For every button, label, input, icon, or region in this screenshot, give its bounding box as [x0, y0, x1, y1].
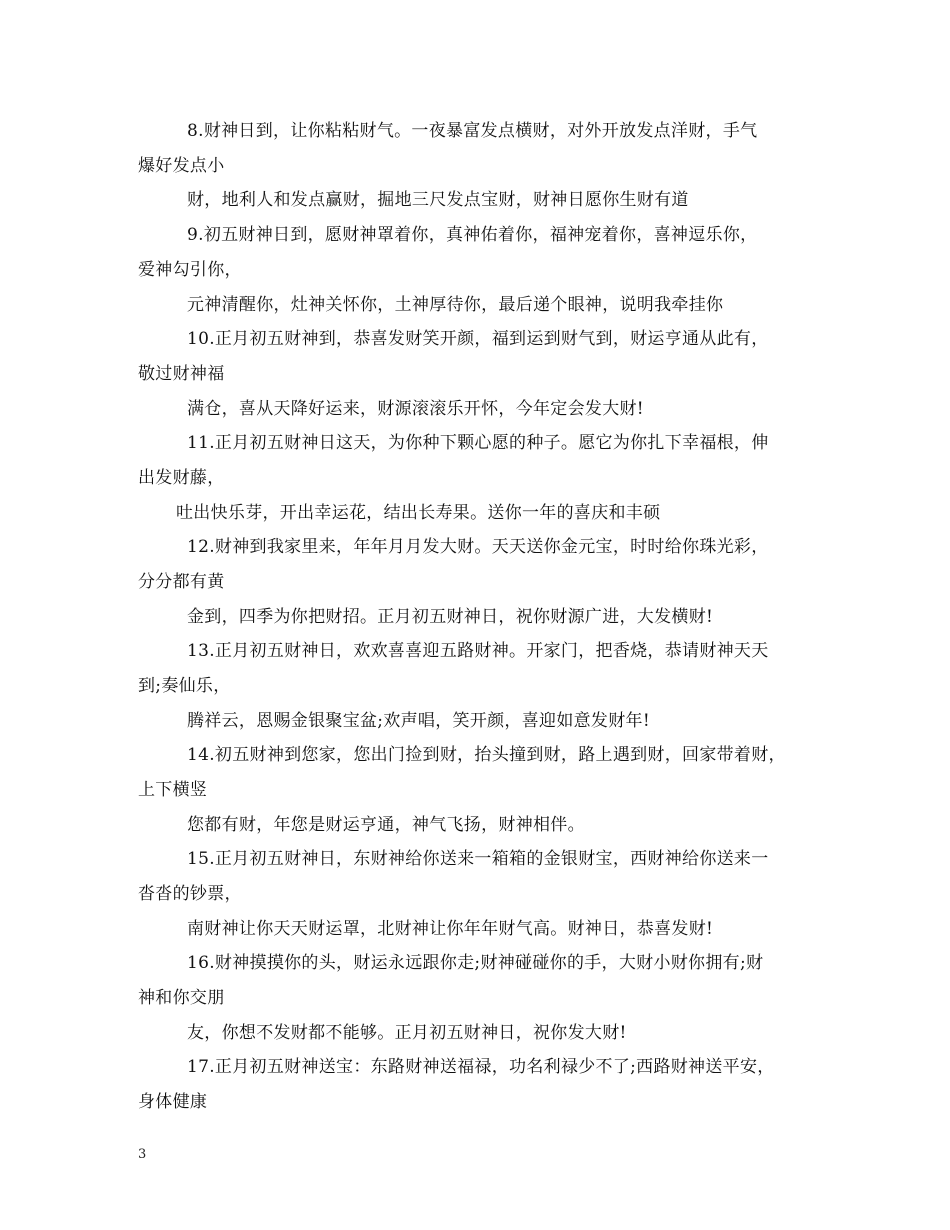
text-line: 16.财神摸摸你的头，财运永远跟你走;财神碰碰你的手，大财小财你拥有;财: [187, 953, 764, 973]
page-number: 3: [138, 1147, 147, 1162]
text-line: 友，你想不发财都不能够。正月初五财神日，祝你发大财!: [187, 1023, 627, 1043]
text-line: 元神清醒你，灶神关怀你，土神厚待你，最后递个眼神，说明我牵挂你: [187, 295, 724, 315]
text-line: 金到，四季为你把财招。正月初五财神日，祝你财源广进，大发横财!: [187, 607, 714, 627]
text-line: 14.初五财神到您家，您出门捡到财，抬头撞到财，路上遇到财，回家带着财，: [187, 745, 786, 765]
text-line: 您都有财，年您是财运亨通，神气飞扬，财神相伴。: [187, 815, 585, 835]
text-line: 15.正月初五财神日，东财神给你送来一箱箱的金银财宝，西财神给你送来一: [187, 849, 769, 869]
text-line: 到;奏仙乐，: [138, 676, 231, 696]
text-line: 满仓，喜从天降好运来，财源滚滚乐开怀，今年定会发大财!: [187, 399, 644, 419]
text-line: 上下横竖: [138, 780, 208, 800]
text-line: 10.正月初五财神到，恭喜发财笑开颜，福到运到财气到，财运亨通从此有，: [187, 329, 769, 349]
text-line: 敬过财神福: [138, 364, 225, 384]
text-line: 腾祥云，恩赐金银聚宝盆;欢声唱，笑开颜，喜迎如意发财年!: [187, 711, 650, 731]
text-line: 爱神勾引你，: [138, 260, 242, 280]
text-line: 分分都有黄: [138, 572, 225, 592]
text-line: 12.财神到我家里来，年年月月发大财。天天送你金元宝，时时给你珠光彩，: [187, 537, 769, 557]
text-line: 沓沓的钞票，: [138, 884, 242, 904]
text-line: 17.正月初五财神送宝：东路财神送福禄，功名利禄少不了;西路财神送平安，: [187, 1057, 775, 1077]
text-line: 8.财神日到，让你粘粘财气。一夜暴富发点横财，对外开放发点洋财，手气: [187, 121, 758, 141]
text-line: 财，地利人和发点赢财，掘地三尺发点宝财，财神日愿你生财有道: [187, 190, 689, 210]
text-line: 13.正月初五财神日，欢欢喜喜迎五路财神。开家门，把香烧，恭请财神天天: [187, 641, 769, 661]
text-line: 9.初五财神日到，愿财神罩着你，真神佑着你，福神宠着你，喜神逗乐你，: [187, 225, 758, 245]
text-line: 南财神让你天天财运罩，北财神让你年年财气高。财神日，恭喜发财!: [187, 919, 714, 939]
text-line: 吐出快乐芽，开出幸运花，结出长寿果。送你一年的喜庆和丰硕: [176, 503, 661, 523]
text-line: 身体健康: [138, 1092, 208, 1112]
text-line: 出发财藤，: [138, 468, 225, 488]
text-line: 神和你交朋: [138, 988, 225, 1008]
text-line: 爆好发点小: [138, 156, 225, 176]
text-line: 11.正月初五财神日这天，为你种下颗心愿的种子。愿它为你扎下幸福根，伸: [187, 433, 769, 453]
